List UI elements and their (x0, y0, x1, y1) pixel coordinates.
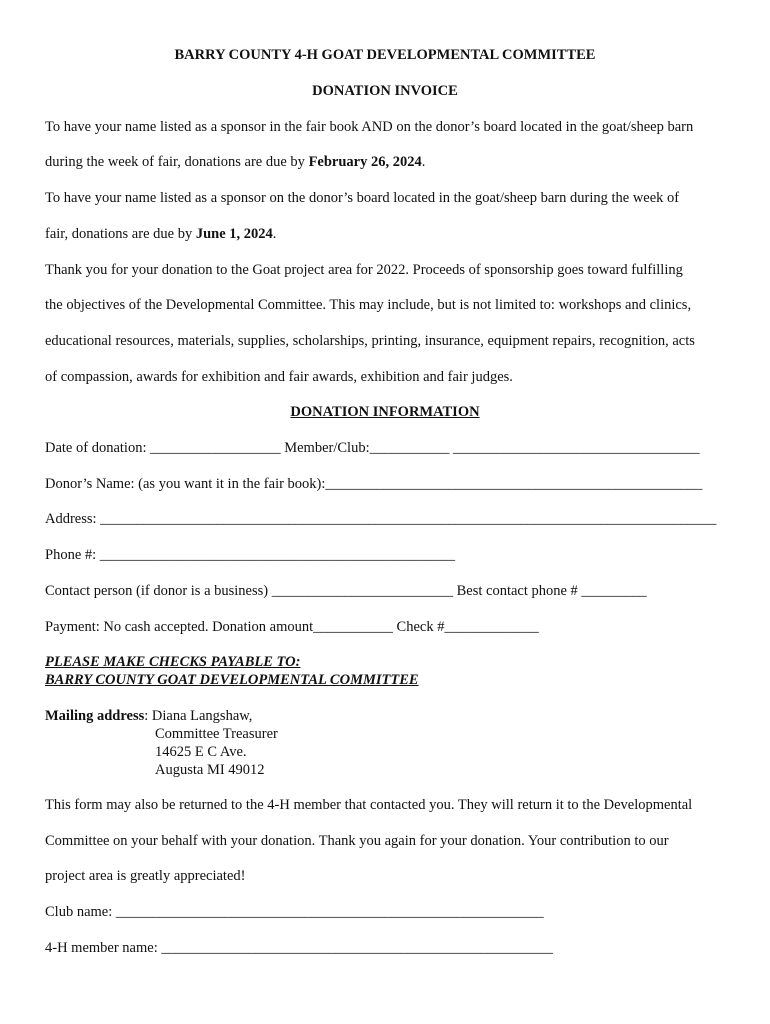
intro-paragraph-1-line-1: To have your name listed as a sponsor in the fair book AND on the donor’s board located in the goat/sheep barn (45, 119, 694, 135)
intro-paragraph-3-line-3: educational resources, materials, supplies, scholarships, printing, insurance, equipment repairs, recognition, acts (45, 333, 695, 349)
payment-field[interactable]: Payment: No cash accepted. Donation amount___________ Check #_____________ (45, 619, 539, 635)
closing-line-3: project area is greatly appreciated! (45, 868, 246, 884)
mailing-name: Diana Langshaw, (151, 708, 253, 724)
intro-text: during the week of fair, donations are due by (45, 154, 309, 170)
mailing-city: Augusta MI 49012 (155, 762, 265, 778)
mailing-address-label (45, 708, 252, 725)
intro-paragraph-3-line-4: of compassion, awards for exhibition and fair awards, exhibition and fair judges. (45, 369, 513, 385)
label-separator: : (144, 708, 152, 724)
intro-paragraph-3-line-1: Thank you for your donation to the Goat project area for 2022. Proceeds of sponsorship goes toward fulfilling (45, 262, 683, 278)
punctuation: . (421, 154, 426, 170)
mailing-label: Mailing address (45, 708, 145, 724)
closing-line-2: Committee on your behalf with your donation. Thank you again for your donation. Your contribution to our (45, 833, 669, 849)
section-heading-donation-info: DONATION INFORMATION (290, 404, 480, 420)
deadline-fair-book: February 26, 2024 (308, 154, 422, 170)
mailing-street: 14625 E C Ave. (155, 744, 247, 760)
punctuation: . (272, 226, 277, 242)
intro-paragraph-3-line-2: the objectives of the Developmental Committee. This may include, but is not limited to: workshops and clinics, (45, 297, 692, 313)
intro-paragraph-1-line-2 (45, 154, 425, 171)
date-member-club-field[interactable]: Date of donation: __________________ Member/Club:___________ __________________________________ (45, 440, 700, 456)
deadline-donor-board: June 1, 2024 (195, 226, 273, 242)
mailing-role: Committee Treasurer (155, 726, 278, 742)
closing-line-1: This form may also be returned to the 4-H member that contacted you. They will return it to the Developmental (45, 797, 693, 813)
intro-paragraph-2-line-2 (45, 226, 276, 243)
club-name-field[interactable]: Club name: ___________________________________________________________ (45, 904, 544, 920)
member-name-field[interactable]: 4-H member name: ______________________________________________________ (45, 940, 553, 956)
intro-paragraph-2-line-1: To have your name listed as a sponsor on the donor’s board located in the goat/sheep barn during the week of (45, 190, 680, 206)
phone-field[interactable]: Phone #: _________________________________________________ (45, 547, 456, 563)
intro-text: fair, donations are due by (45, 226, 196, 242)
payable-to-name: BARRY COUNTY GOAT DEVELOPMENTAL COMMITTEE (45, 672, 419, 688)
donor-name-field[interactable]: Donor’s Name: (as you want it in the fair book):____________________________________________________ (45, 476, 703, 492)
contact-person-field[interactable]: Contact person (if donor is a business) _________________________ Best contact phone # _________ (45, 583, 647, 599)
address-field[interactable]: Address: _____________________________________________________________________________________ (45, 511, 717, 527)
document-title: BARRY COUNTY 4-H GOAT DEVELOPMENTAL COMMITTEE (174, 47, 596, 63)
document-subtitle: DONATION INVOICE (312, 83, 458, 99)
payable-to-heading: PLEASE MAKE CHECKS PAYABLE TO: (45, 654, 301, 670)
